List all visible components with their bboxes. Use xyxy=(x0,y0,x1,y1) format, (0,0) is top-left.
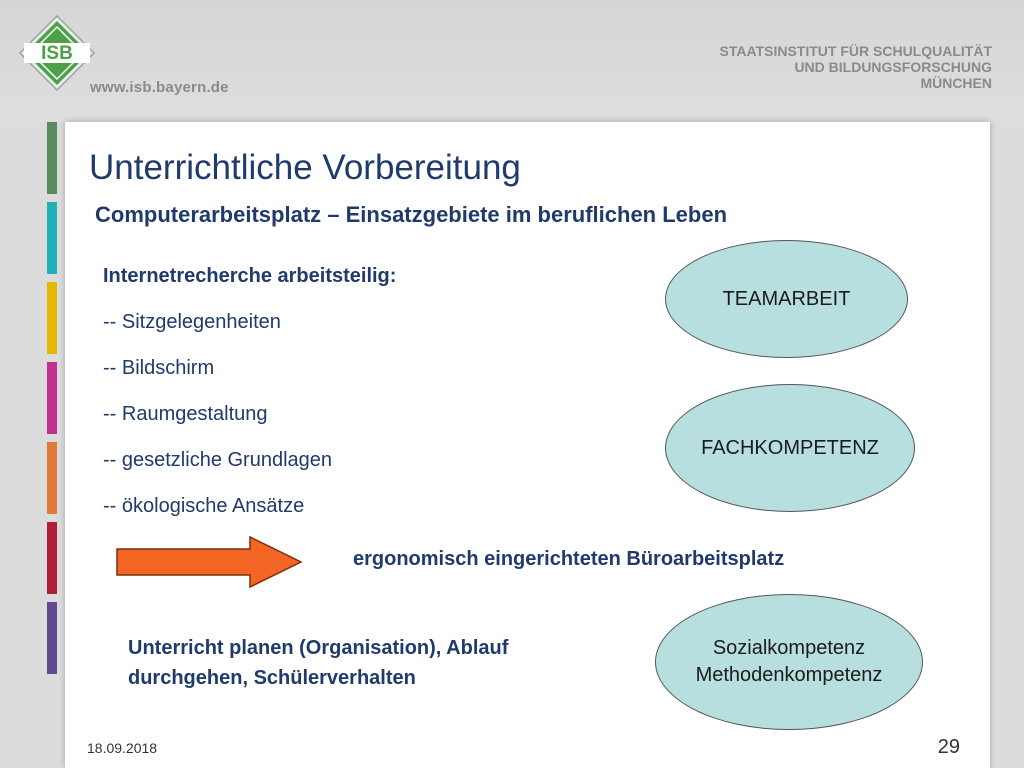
list-item: -- Raumgestaltung xyxy=(103,403,268,425)
slide-subtitle: Computerarbeitsplatz – Einsatzgebiete im beruflichen Leben xyxy=(95,202,728,227)
slide-date: 18.09.2018 xyxy=(87,740,158,756)
ellipse-label: TEAMARBEIT xyxy=(722,287,851,310)
list-heading: Internetrecherche arbeitsteilig: xyxy=(103,265,397,287)
slide-content xyxy=(65,122,990,768)
fachkompetenz-ellipse xyxy=(665,384,915,512)
institute-line: UND BILDUNGSFORSCHUNG xyxy=(794,59,992,75)
list-item: -- gesetzliche Grundlagen xyxy=(103,449,333,471)
color-stripe xyxy=(47,202,57,274)
color-stripe xyxy=(47,122,57,194)
slide-header xyxy=(0,0,1024,122)
color-stripe xyxy=(47,442,57,514)
website-url: www.isb.bayern.de xyxy=(90,79,229,96)
color-stripes xyxy=(47,122,57,682)
arrow-target-text: ergonomisch eingerichteten Büroarbeitsplatz xyxy=(353,548,785,570)
logo-text: ISB xyxy=(41,43,73,64)
page-number: 29 xyxy=(937,736,960,758)
institute-name xyxy=(720,43,992,91)
teamarbeit-ellipse xyxy=(665,240,908,358)
list-item: -- Sitzgelegenheiten xyxy=(103,311,281,333)
color-stripe xyxy=(47,602,57,674)
planning-line: Unterricht planen (Organisation), Ablauf xyxy=(128,637,509,659)
ellipse-label: FACHKOMPETENZ xyxy=(701,436,879,459)
right-arrow-icon xyxy=(115,535,305,589)
color-stripe xyxy=(47,362,57,434)
list-item: -- ökologische Ansätze xyxy=(103,495,305,517)
planning-line: durchgehen, Schülerverhalten xyxy=(128,667,416,689)
planning-text xyxy=(128,633,628,693)
ellipse-label: Methodenkompetenz xyxy=(695,664,883,686)
ellipse-label: Sozialkompetenz xyxy=(712,637,866,659)
isb-logo xyxy=(18,14,96,92)
research-list xyxy=(103,265,396,541)
color-stripe xyxy=(47,522,57,594)
list-item: -- Bildschirm xyxy=(103,357,215,379)
institute-line: MÜNCHEN xyxy=(920,75,992,91)
institute-line: STAATSINSTITUT FÜR SCHULQUALITÄT xyxy=(719,43,992,59)
slide-title: Unterrichtliche Vorbereitung xyxy=(89,148,521,187)
color-stripe xyxy=(47,282,57,354)
sozial-methoden-ellipse xyxy=(655,594,923,730)
